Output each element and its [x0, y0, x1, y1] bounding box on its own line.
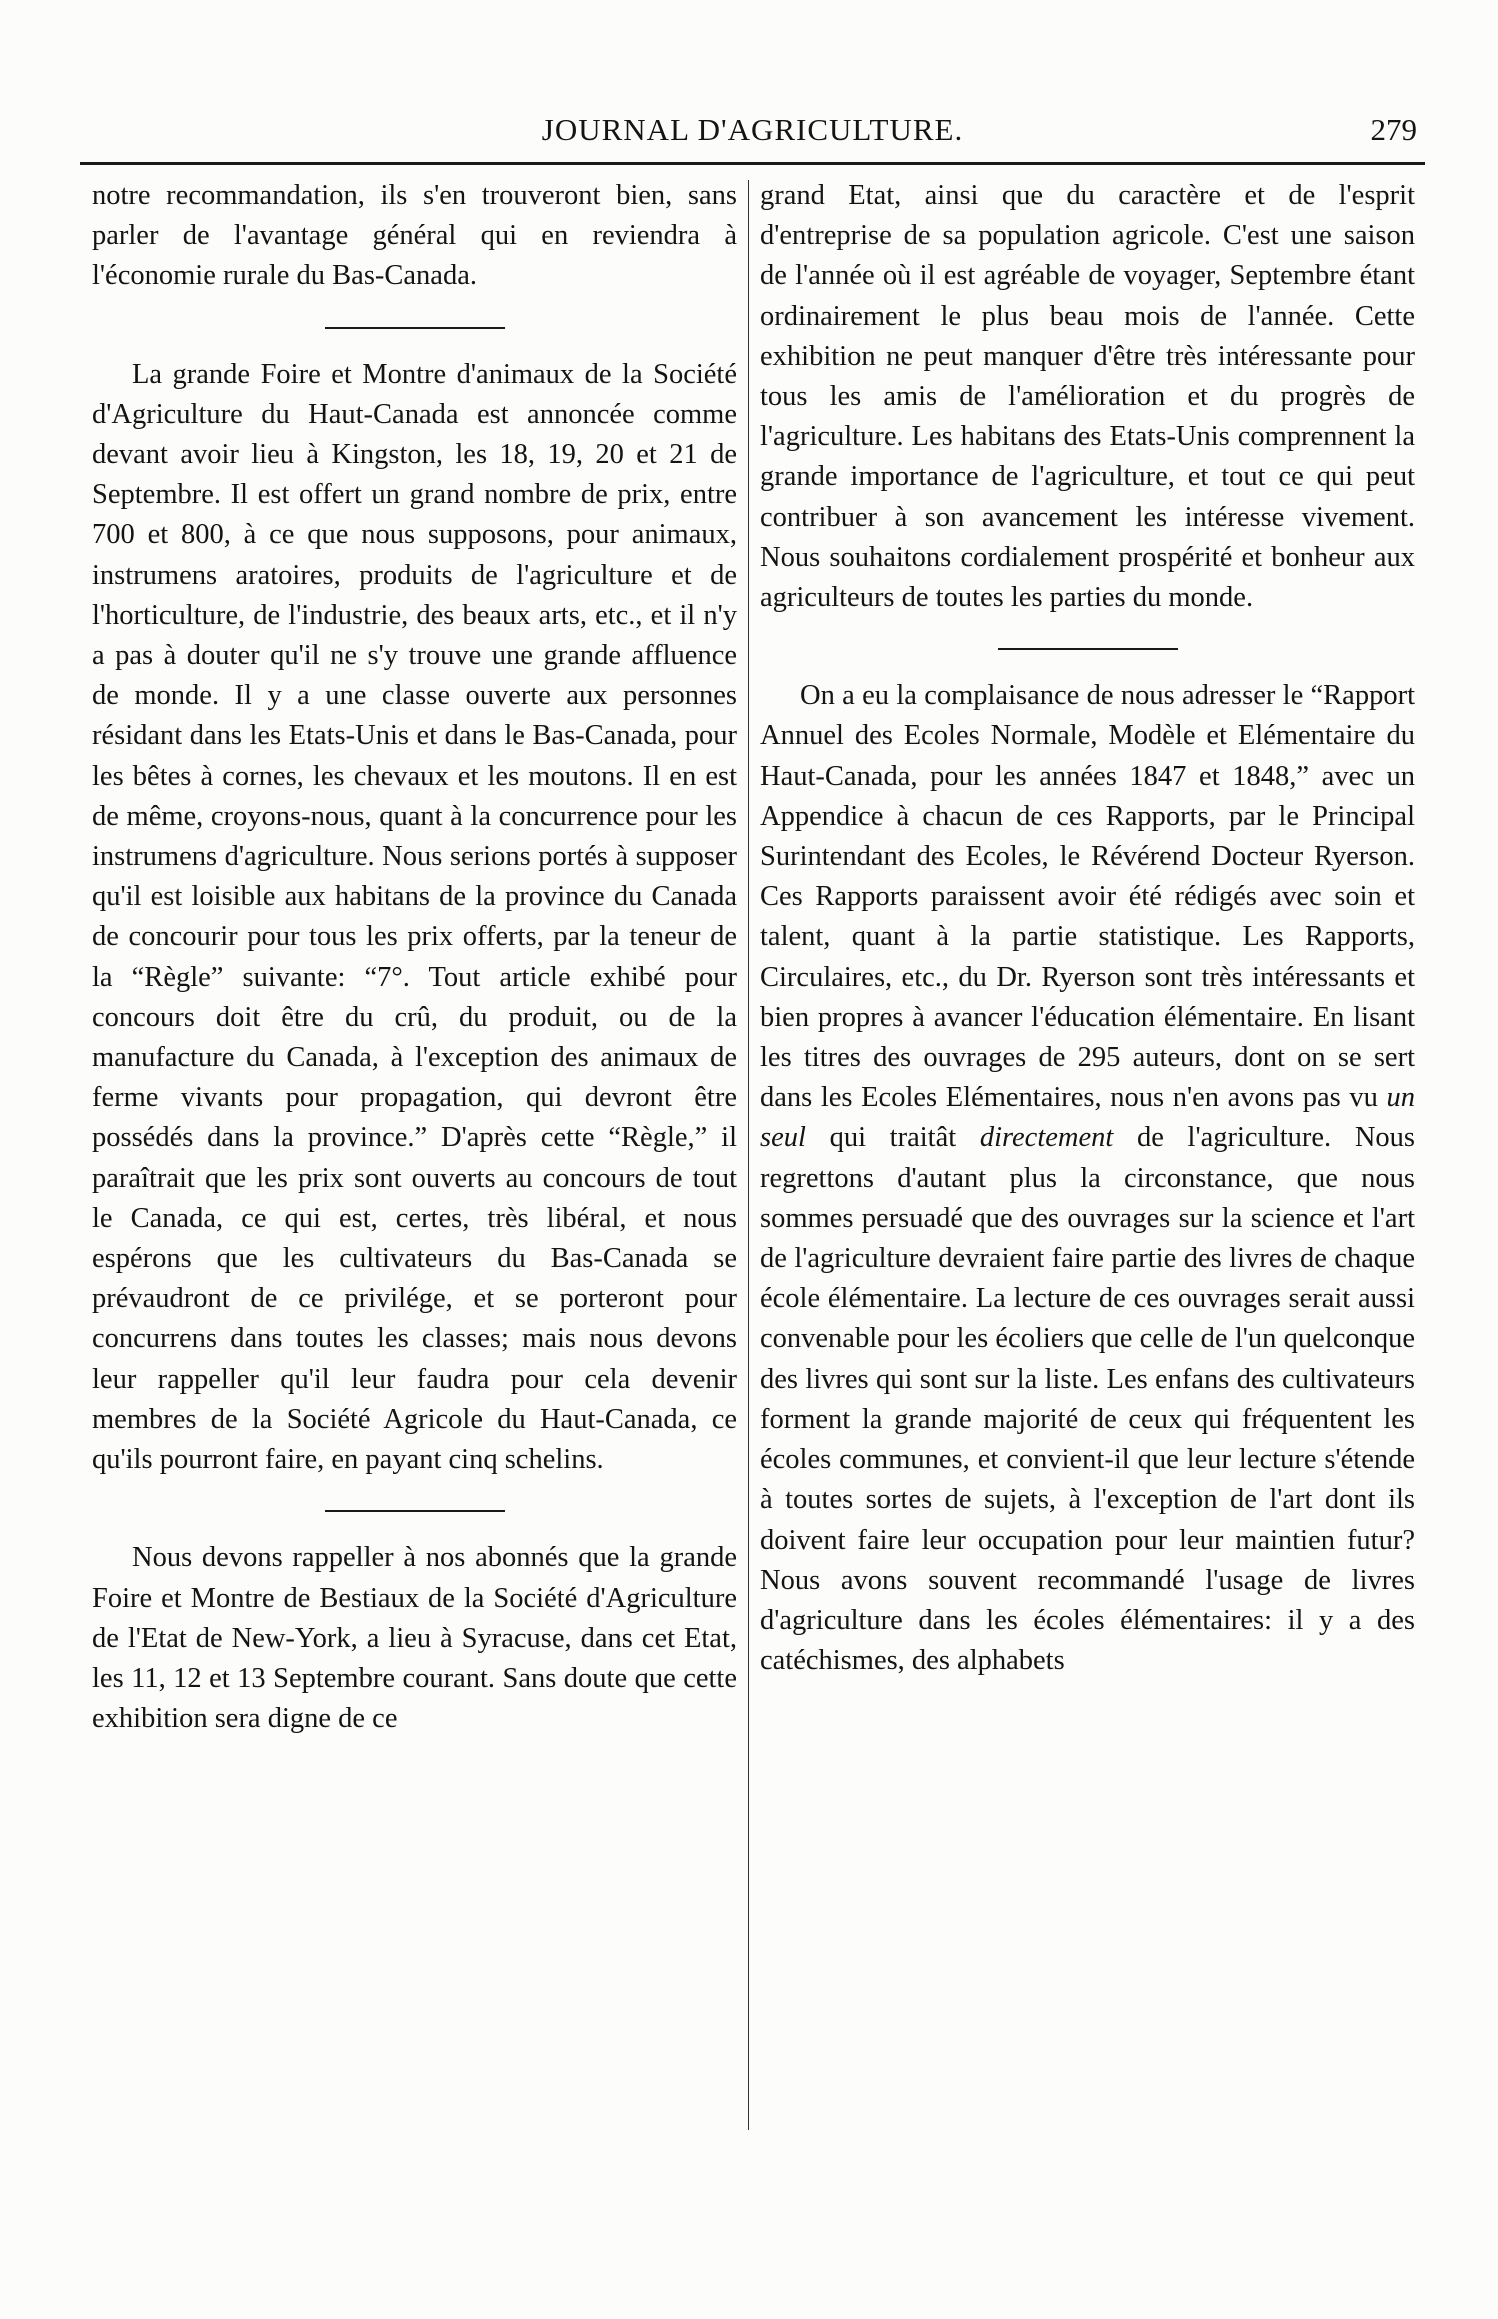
section-separator	[325, 1510, 505, 1512]
report-text-part-b: qui traitât	[805, 1122, 980, 1154]
section-separator	[998, 648, 1178, 650]
journal-title: JOURNAL D'AGRICULTURE.	[541, 112, 964, 147]
column-divider	[748, 180, 749, 2130]
header-rule	[80, 162, 1425, 165]
section-separator	[325, 327, 505, 329]
page-number: 279	[1370, 112, 1417, 147]
report-text-part-c: de l'agriculture. Nous regrettons d'autant plus la circonstance, que nous sommes persuadé que des ouvrages sur la science et l'art de l'agriculture devraient faire partie des livres de chaque école élémentaire. La lecture de ces ouvrages serait aussi convenable pour les écoliers que celle de l'un quelconque des livres qui sont sur la liste. Les enfans des cultivateurs forment la grande majorité de ceux qui fréquentent les écoles communes, et convient-il que leur lecture s'étende à toutes sortes de sujets, à l'exception de l'art dont ils doivent faire leur occupation pour leur maintien futur? Nous avons souvent recommandé l'usage de livres d'agriculture dans les écoles élémentaires: il y a des catéchismes, des alphabets	[760, 1122, 1415, 1677]
left-column	[92, 176, 737, 1739]
right-paragraph-continued: grand Etat, ainsi que du caractère et de l'esprit d'entreprise de sa population agricole. C'est une saison de l'année où il est agréable de voyager, Septembre étant ordinairement le plus beau mois de l'année. Cette exhibition ne peut manquer d'être très intéressante pour tous les amis de l'amélioration et du progrès de l'agriculture. Les habitans des Etats-Unis comprennent la grande importance de l'agriculture, et tout ce qui peut contribuer à son avancement les intéresse vivement. Nous souhaitons cordialement prospérité et bonheur aux agriculteurs de toutes les parties du monde.	[760, 180, 1415, 614]
right-column	[760, 176, 1415, 1681]
report-emphasis-un-seul: un seul	[760, 1082, 1415, 1154]
page-header	[80, 112, 1425, 162]
left-paragraph-continued: notre recommandation, ils s'en trouveront bien, sans parler de l'avantage général qui en reviendra à l'économie rurale du Bas-Canada.	[92, 180, 737, 292]
left-paragraph-kingston-fair: La grande Foire et Montre d'animaux de la Société d'Agriculture du Haut-Canada est annoncée comme devant avoir lieu à Kingston, les 18, 19, 20 et 21 de Septembre. Il est offert un grand nombre de prix, entre 700 et 800, à ce que nous supposons, pour animaux, instrumens aratoires, produits de l'agriculture et de l'horticulture, de l'industrie, des beaux arts, etc., et il n'y a pas à douter qu'il ne s'y trouve une grande affluence de monde. Il y a une classe ouverte aux personnes résidant dans les Etats-Unis et dans le Bas-Canada, pour les bêtes à cornes, les chevaux et les moutons. Il en est de même, croyons-nous, quant à la concurrence pour les instrumens d'agriculture. Nous serions portés à supposer qu'il est loisible aux habitans de la province du Canada de concourir pour tous les prix offerts, par la teneur de la “Règle” suivante: “7°. Tout article exhibé pour concours doit être du crû, du produit, ou de la manufacture du Canada, à l'exception des animaux de ferme vivants pour propagation, qui devront être possédés dans la province.” D'après cette “Règle,” il paraîtrait que les prix sont ouverts au concours de tout le Canada, ce qui est, certes, très libéral, et nous espérons que les cultivateurs du Bas-Canada se prévaudront de ce privilége, et se porteront pour concurrens dans toutes les classes; mais nous devons leur rappeller qu'il leur faudra pour cela devenir membres de la Société Agricole du Haut-Canada, ce qu'ils pourront faire, en payant cinq schelins.	[92, 358, 737, 1476]
left-paragraph-new-york-fair: Nous devons rappeller à nos abonnés que la grande Foire et Montre de Bestiaux de la Société d'Agriculture de l'Etat de New-York, a lieu à Syracuse, dans cet Etat, les 11, 12 et 13 Septembre courant. Sans doute que cette exhibition sera digne de ce	[92, 1542, 737, 1735]
report-text-part-a: On a eu la complaisance de nous adresser le “Rapport Annuel des Ecoles Normale, Modèle et Elémentaire du Haut-Canada, pour les années 1847 et 1848,” avec un Appendice à chacun de ces Rapports, par le Principal Surintendant des Ecoles, le Révérend Docteur Ryerson. Ces Rapports paraissent avoir été rédigés avec soin et talent, quant à la partie statistique. Les Rapports, Circulaires, etc., du Dr. Ryerson sont très intéressants et bien propres à avancer l'éducation élémentaire. En lisant les titres des ouvrages de 295 auteurs, dont on se sert dans les Ecoles Elémentaires, nous n'en avons pas vu	[760, 680, 1415, 1114]
report-emphasis-directement: directement	[979, 1122, 1114, 1154]
right-paragraph-ryerson-report	[760, 676, 1415, 1681]
